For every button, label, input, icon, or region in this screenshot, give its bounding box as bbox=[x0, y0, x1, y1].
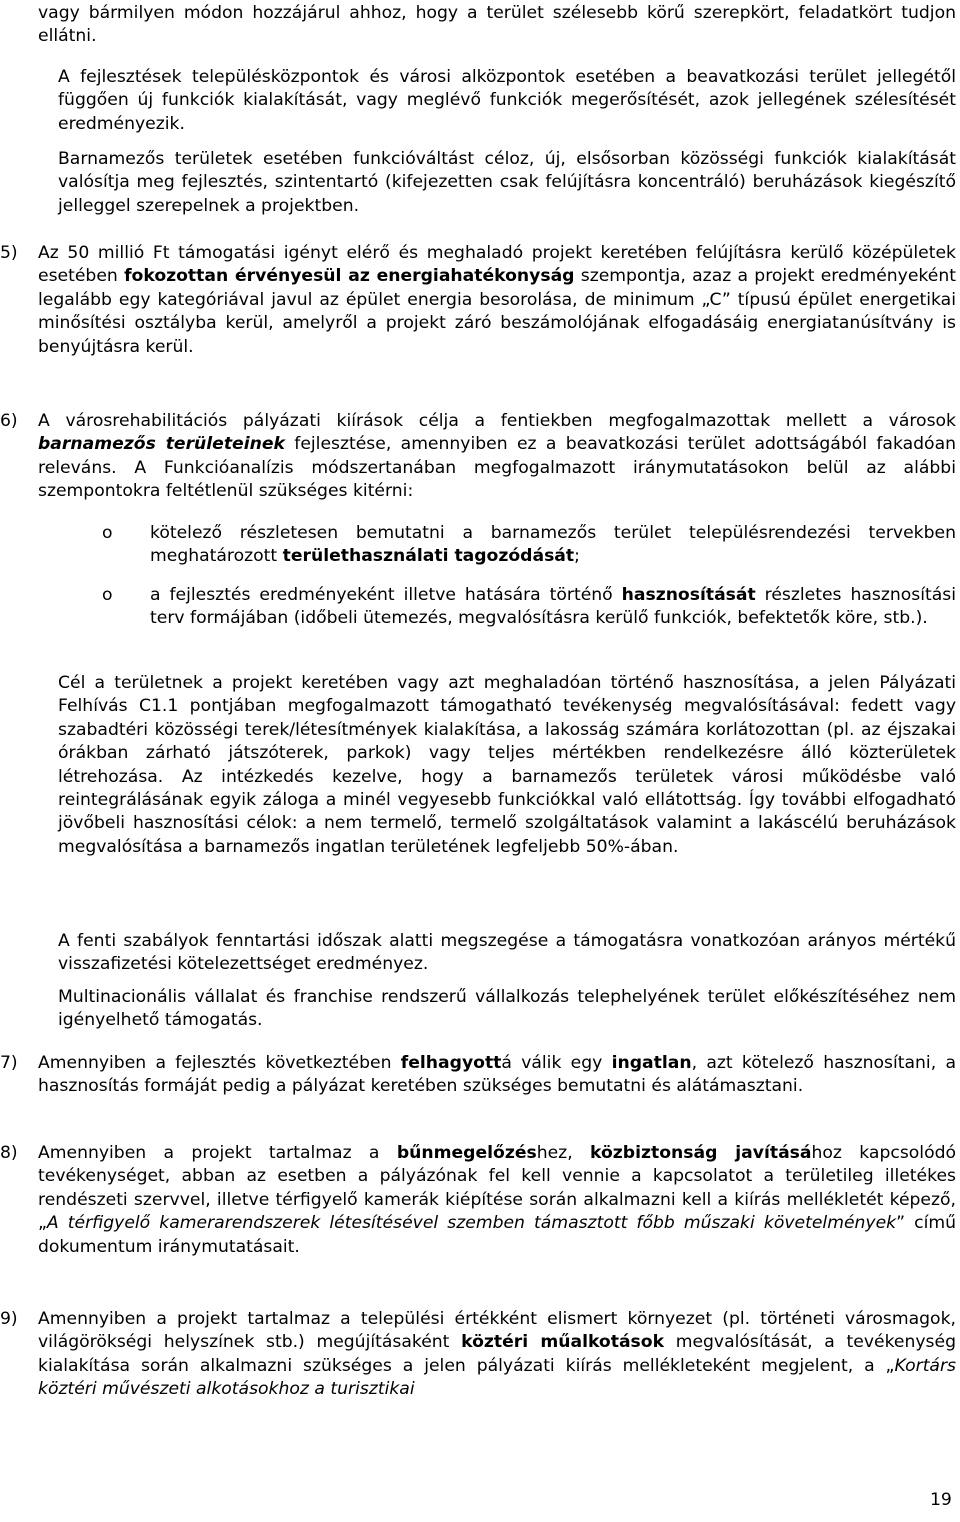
item-8-crime-prevention bbox=[38, 1142, 956, 1259]
item-8-bold-b: közbiztonság javításá bbox=[590, 1143, 812, 1163]
paragraph-multinational: Multinacionális vállalat és franchise rendszerű vállalkozás telephelyének terület előkészítéséhez nem igényelhető támogatás. bbox=[58, 987, 956, 1031]
item-8-text-a: Amennyiben a projekt tartalmaz a bbox=[38, 1143, 397, 1163]
item-9-public-art bbox=[38, 1308, 956, 1402]
item-7-bold-a: felhagyott bbox=[400, 1053, 502, 1073]
paragraph-development-centers: A fejlesztések településközpontok és városi alközpontok esetében a beavatkozási terület jellegétől függően új funkciók kialakítását, vagy meglévő funkciók megerősítését, azok jellegének szélesítését eredményezik. bbox=[58, 67, 956, 134]
bullet-marker: o bbox=[102, 523, 113, 543]
item-6-bold-italic: barnamezős területeinek bbox=[38, 434, 285, 455]
item-9-bold: köztéri műalkotások bbox=[461, 1332, 665, 1353]
item-6-text-b: fejlesztése, amennyiben ez a beavatkozási terület adottságából fakadóan releváns. A Funkcióanalízis módszertanában megfogalmazott iránymutatásokon belül az alábbi szempontokra feltétlenül szükséges kitérni: bbox=[38, 434, 956, 502]
page-number: 19 bbox=[930, 1490, 952, 1510]
item-8-italic-title: A térfigyelő kamerarendszerek létesítésével szemben támasztott főbb műszaki követelmények bbox=[46, 1213, 897, 1234]
item-7-text-a: Amennyiben a fejlesztés következtében bbox=[38, 1053, 401, 1073]
item-5-text-b: szempontja, azaz a projekt eredményeként legalább egy kategóriával javul az épület energia besorolása, de minimum „C” típusú épület energetikai minősítési osztályba kerül, amelyről a projekt záró beszámolójának elfogadásáig energiatanúsítvány is benyújtásra kerül. bbox=[38, 266, 956, 357]
item-number-6: 6) bbox=[0, 411, 18, 431]
bullet-1-text-b: ; bbox=[574, 546, 580, 567]
bullet-marker: o bbox=[102, 585, 113, 605]
bullet-2-text-b: részletes hasznosítási terv formájában (időbeli ütemezés, megvalósításra kerülő funkciók, befektetők köre, stb.). bbox=[150, 585, 956, 629]
paragraph-brownfield: Barnamezős területek esetében funkcióváltást céloz, új, elsősorban közösségi funkciók kialakítását valósítja meg fejlesztés, szintentartó (kifejezetten csak felújításra koncentráló) beruházások kiegészítő jelleggel szerepelnek a projektben. bbox=[58, 149, 956, 216]
item-9-italic: Kortárs köztéri művészeti alkotásokhoz a turisztikai bbox=[38, 1355, 956, 1400]
item-6-urban-rehabilitation bbox=[38, 410, 956, 504]
item-8-text-c: hoz kapcsolódó tevékenységet, abban az esetben a pályázónak fel kell vennie a kapcsolatot a területileg illetékes rendészeti szervvel, illetve térfigyelő kamerák kiépítése során alkalmazni kell a kiírás mellékletét képező, „ bbox=[38, 1143, 957, 1234]
item-7-bold-b: ingatlan bbox=[611, 1053, 692, 1073]
bullet-2-text-a: a fejlesztés eredményeként illetve hatására történő bbox=[150, 585, 622, 605]
item-8-text-d: ” című dokumentum iránymutatásait. bbox=[38, 1213, 956, 1257]
paragraph-continuation: vagy bármilyen módon hozzájárul ahhoz, hogy a terület szélesebb körű szerepkört, feladatkört tudjon ellátni. bbox=[38, 3, 956, 47]
item-9-text-a: Amennyiben a projekt tartalmaz a települési értékként elismert környezet (pl. történeti városmagok, világörökségi helyszínek stb.) megújításaként bbox=[38, 1309, 956, 1353]
item-number-9: 9) bbox=[0, 1309, 18, 1329]
item-6-bullet-1 bbox=[150, 522, 956, 569]
item-7-text-c: , azt kötelező hasznosítani, a hasznosítás formáját pedig a pályázat keretében szükséges bemutatni és alátámasztani. bbox=[38, 1053, 956, 1097]
bullet-1-bold: területhasználati tagozódását bbox=[282, 546, 575, 567]
item-7-abandoned-property bbox=[38, 1052, 956, 1099]
item-8-text-b: hez, bbox=[536, 1143, 591, 1163]
item-number-7: 7) bbox=[0, 1053, 18, 1073]
paragraph-rules-breach: A fenti szabályok fenntartási időszak alatti megszegése a támogatásra vonatkozóan arányos mértékű visszafizetési kötelezettséget eredményez. bbox=[58, 931, 956, 975]
paragraph-goal: Cél a területnek a projekt keretében vagy azt meghaladóan történő hasznosítása, a jelen Pályázati Felhívás C1.1 pontjában megfogalmazott támogatható tevékenység megvalósításával: fedett vagy szabadtéri közösségi terek/létesítmények kialakítása, a lakosság számára korlátozottan (pl. az éjszakai órákban zárható játszóterek, parkok) vagy teljes mértékben rendelkezésre álló közterületek létrehozása. Az intézkedés kezelve, hogy a barnamezős területek városi működésbe való reintegrálásának egyik záloga a minél vegyesebb funkciókkal való ellátottság. Így további elfogadható jövőbeli hasznosítási célok: a nem termelő, termelő szolgáltatások valamint a lakáscélú beruházások megvalósítása a barnamezős ingatlan területének legfeljebb 50%-ában. bbox=[58, 673, 956, 857]
item-8-bold-a: bűnmegelőzés bbox=[396, 1143, 537, 1163]
item-7-text-b: á válik egy bbox=[501, 1053, 612, 1073]
item-number-8: 8) bbox=[0, 1143, 18, 1163]
item-9-text-b: megvalósítását, a tevékenység kialakítása során alkalmazni szükséges a jelen pályázati kiírás mellékleteként megjelent, a „ bbox=[38, 1332, 956, 1376]
item-5-text-a: Az 50 millió Ft támogatási igényt elérő és meghaladó projekt keretében felújításra kerülő középületek esetében bbox=[38, 243, 956, 287]
item-5-energy-efficiency bbox=[38, 242, 956, 359]
item-6-bullet-2 bbox=[150, 584, 956, 631]
item-5-bold: fokozottan érvényesül az energiahatékonyság bbox=[124, 266, 575, 287]
item-6-text-a: A városrehabilitációs pályázati kiírások célja a fentiekben megfogalmazottak mellett a városok bbox=[38, 411, 956, 431]
item-number-5: 5) bbox=[0, 243, 18, 263]
bullet-1-text-a: kötelező részletesen bemutatni a barnamezős terület településrendezési tervekben meghatározott bbox=[150, 523, 956, 567]
bullet-2-bold: hasznosítását bbox=[621, 585, 756, 605]
